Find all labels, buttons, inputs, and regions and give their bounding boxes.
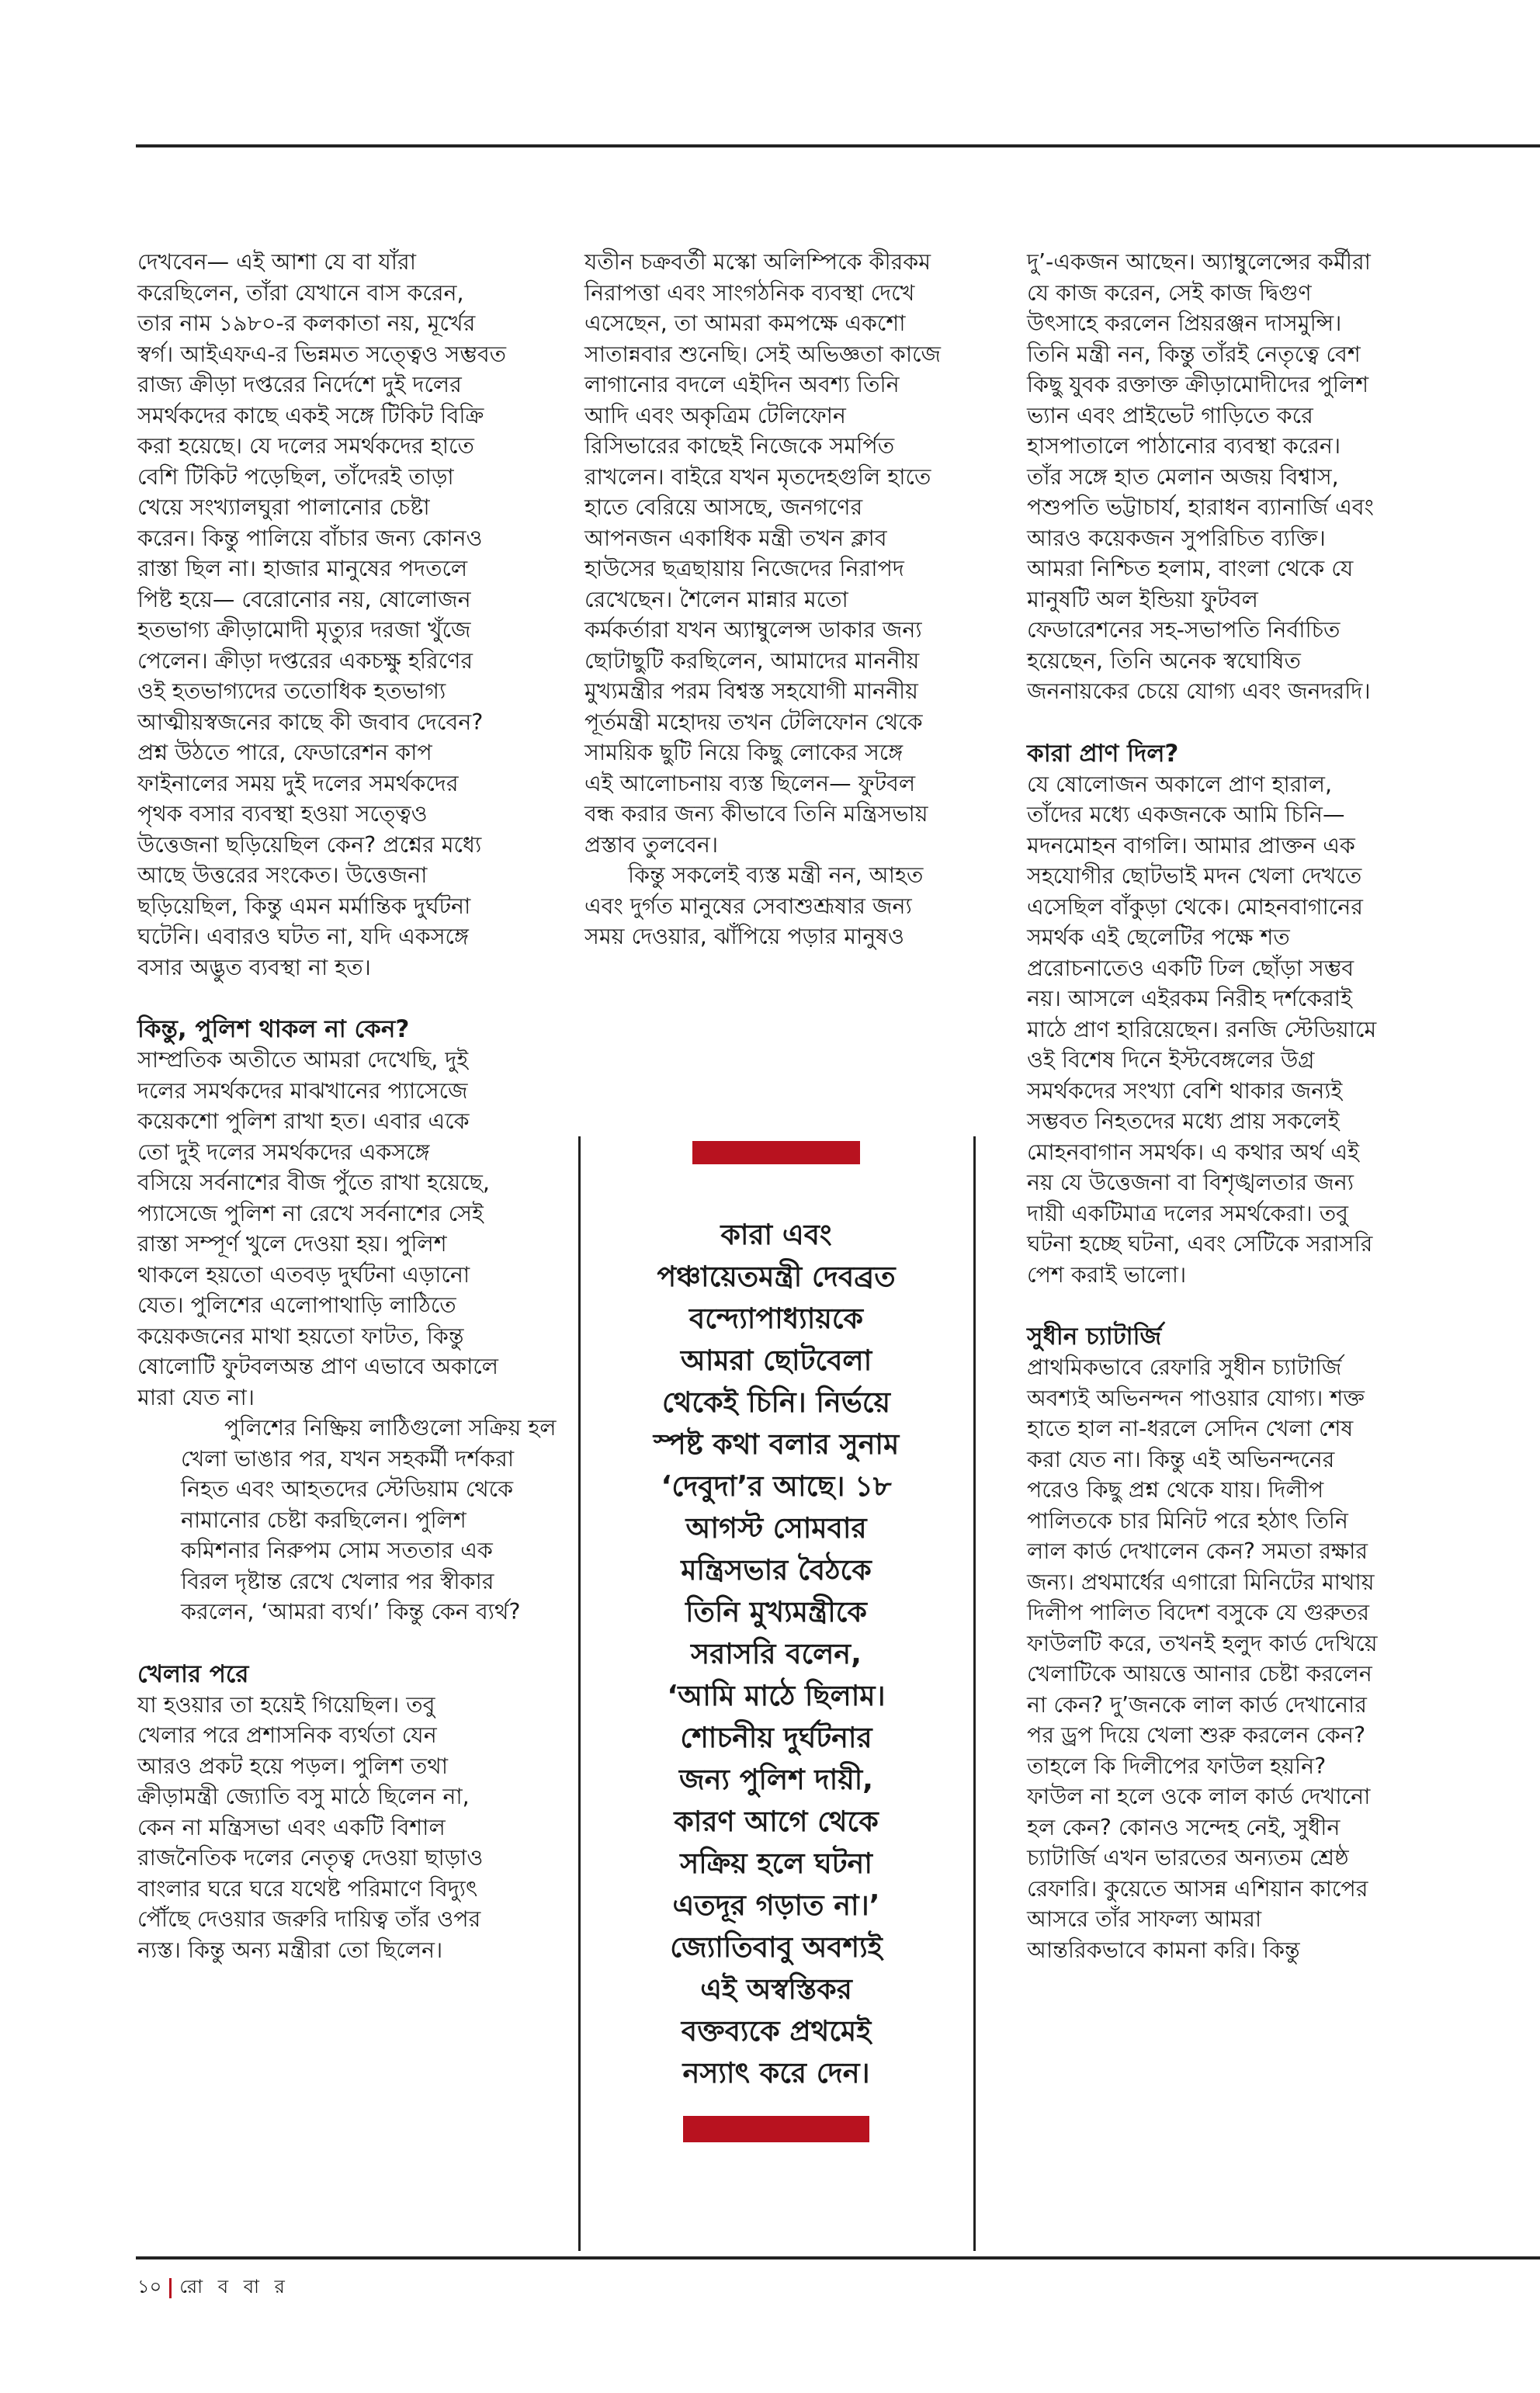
text-line: পশুপতি ভট্টাচার্য, হারাধন ব্যানার্জি এবং (1027, 494, 1374, 520)
text-line: এই আলোচনায় ব্যস্ত ছিলেন— ফুটবল (584, 770, 916, 796)
text-line: পৃথক বসার ব্যবস্থা হওয়া সত্ত্বেও (137, 801, 428, 827)
pull-quote-left-divider (578, 1136, 581, 2251)
page-number: ১০ (137, 2276, 162, 2298)
text-line: আপনজন একাধিক মন্ত্রী তখন ক্লাব (584, 525, 887, 551)
text-line: কিন্তু সকলেই ব্যস্ত মন্ত্রী নন, আহত (628, 862, 924, 888)
text-line: খেলার পরে প্রশাসনিক ব্যর্থতা যেন (137, 1722, 437, 1748)
text-line: প্রশ্ন উঠতে পারে, ফেডারেশন কাপ (137, 740, 432, 765)
paragraph (137, 1413, 560, 1628)
text-line: হল কেন? কোনও সন্দেহ নেই, সুধীন (1027, 1814, 1341, 1840)
text-line: পরেও কিছু প্রশ্ন থেকে যায়। দিলীপ (1027, 1477, 1324, 1503)
text-line: কিছু যুবক রক্তাক্ত ক্রীড়ামোদীদের পুলিশ (1027, 372, 1369, 397)
text-line: হাসপাতালে পাঠানোর ব্যবস্থা করেন। (1027, 433, 1341, 459)
text-line: পিষ্ট হয়ে— বেরোনোর নয়, ষোলোজন (137, 586, 471, 612)
text-line: বেশি টিকিট পড়েছিল, তাঁদেরই তাড়া (137, 463, 454, 490)
text-line: স্পষ্ট কথা বলার সুনাম (653, 1427, 900, 1461)
text-line: কর্মকর্তারা যখন অ্যাম্বুলেন্স ডাকার জন্য (584, 617, 922, 643)
text-line: এতদূর গড়াত না।’ (672, 1888, 880, 1922)
text-line: এই অস্বস্তিকর (700, 1972, 852, 2006)
text-line: আরও কয়েকজন সুপরিচিত ব্যক্তি। (1027, 525, 1326, 551)
text-line: সহযোগীর ছোটভাই মদন খেলা দেখতে (1027, 863, 1362, 889)
text-line: আত্মীয়স্বজনের কাছে কী জবাব দেবেন? (137, 709, 484, 735)
text-line: আরও প্রকট হয়ে পড়ল। পুলিশ তথা (137, 1753, 448, 1779)
text-line: বন্দ্যোপাধ্যায়কে (688, 1302, 864, 1335)
text-line: অবশ্যই অভিনন্দন পাওয়ার যোগ্য। শক্ত (1027, 1385, 1365, 1411)
subheading: কারা প্রাণ দিল? (1027, 739, 1179, 768)
text-line: নিরাপত্তা এবং সাংগঠনিক ব্যবস্থা দেখে (584, 279, 915, 306)
text-line: না কেন? দু’জনকে লাল কার্ড দেখানোর (1027, 1691, 1367, 1718)
text-line: দায়ী একটিমাত্র দলের সমর্থকেরা। তবু (1027, 1200, 1348, 1226)
text-line: বসার অদ্ভুত ব্যবস্থা না হত। (137, 954, 371, 980)
text-line: স্বর্গ। আইএফএ-র ভিন্নমত সত্ত্বেও সম্ভবত (137, 341, 507, 367)
text-line: দু’-একজন আছেন। অ্যাম্বুলেন্সের কর্মীরা (1027, 249, 1371, 275)
text-line: সমর্থকদের সংখ্যা বেশি থাকার জন্যই (1027, 1077, 1343, 1104)
paragraph (1027, 1352, 1423, 1965)
text-line: থেকেই চিনি। নির্ভয়ে (661, 1386, 891, 1419)
text-line: জ্যোতিবাবু অবশ্যই (670, 1930, 883, 1964)
text-line: যে কাজ করেন, সেই কাজ দ্বিগুণ (1027, 279, 1312, 306)
text-line: বন্ধ করার জন্য কীভাবে তিনি মন্ত্রিসভায় (584, 801, 928, 827)
text-line: ‘আমি মাঠে ছিলাম। (667, 1679, 886, 1712)
text-line: বক্তব্যকে প্রথমেই (681, 2014, 872, 2048)
text-line: রাজনৈতিক দলের নেতৃত্ব দেওয়া ছাড়াও (137, 1845, 484, 1871)
top-rule (136, 144, 1540, 147)
text-line: জননায়কের চেয়ে যোগ্য এবং জনদরদি। (1027, 678, 1371, 704)
text-line: ‘দেবুদা’র আছে। ১৮ (661, 1469, 892, 1503)
text-line: করেছিলেন, তাঁরা যেখানে বাস করেন, (137, 279, 464, 306)
text-line: দলের সমর্থকদের মাঝখানের প্যাসেজে (137, 1077, 468, 1104)
text-line: তো দুই দলের সমর্থকদের একসঙ্গে (137, 1139, 430, 1165)
text-line: সমর্থক এই ছেলেটির পক্ষে শত (1027, 924, 1290, 950)
paragraph (137, 247, 560, 983)
text-line: সমর্থকদের কাছে একই সঙ্গে টিকিট বিক্রি (137, 402, 484, 428)
paragraph (1027, 247, 1423, 707)
text-line: নিহত এবং আহতদের স্টেডিয়াম থেকে (181, 1476, 514, 1502)
text-line: তিনি মন্ত্রী নন, কিন্তু তাঁরই নেতৃত্বে বেশ (1027, 341, 1361, 367)
text-line: ঘটনা হচ্ছে ঘটনা, এবং সেটিকে সরাসরি (1027, 1231, 1373, 1257)
text-line: মদনমোহন বাগলি। আমার প্রাক্তন এক (1027, 832, 1355, 858)
text-line: খেলা ভাঙার পর, যখন সহকর্মী দর্শকরা (181, 1445, 515, 1472)
footer-separator (169, 2278, 172, 2298)
text-line: আগস্ট সোমবার (685, 1511, 867, 1545)
text-line: মাঠে প্রাণ হারিয়েছেন। রনজি স্টেডিয়ামে (1027, 1016, 1377, 1042)
text-line: মোহনবাগান সমর্থক। এ কথার অর্থ এই (1027, 1139, 1359, 1165)
text-line: মুখ্যমন্ত্রীর পরম বিশ্বস্ত সহযোগী মাননীয় (584, 678, 918, 704)
text-line: কারণ আগে থেকে (674, 1805, 879, 1838)
text-line: নামানোর চেষ্টা করছিলেন। পুলিশ (181, 1507, 467, 1533)
text-line: নয়। আসলে এইরকম নিরীহ দর্শকেরাই (1027, 986, 1352, 1011)
text-line: রেফারি। কুয়েতে আসন্ন এশিয়ান কাপের (1027, 1875, 1368, 1902)
text-line: ন্যস্ত। কিন্তু অন্য মন্ত্রীরা তো ছিলেন। (137, 1937, 443, 1963)
magazine-name: রো ব বা র (179, 2276, 290, 2298)
text-line: পৌঁছে দেওয়ার জরুরি দায়িত্ব তাঁর ওপর (137, 1906, 481, 1932)
text-line: কারা এবং (720, 1218, 832, 1251)
text-line: বিরল দৃষ্টান্ত রেখে খেলার পর স্বীকার (181, 1568, 494, 1594)
subheading: সুধীন চ্যাটার্জি (1027, 1323, 1162, 1351)
text-line: ষোলোটি ফুটবলঅন্ত প্রাণ এভাবে অকালে (137, 1354, 499, 1379)
text-line: ফেডারেশনের সহ-সভাপতি নির্বাচিত (1027, 617, 1341, 643)
text-line: আদি এবং অকৃত্রিম টেলিফোন (584, 402, 846, 428)
text-line: এসেছিল বাঁকুড়া থেকে। মোহনবাগানের (1027, 893, 1363, 920)
text-line: প্রাথমিকভাবে রেফারি সুধীন চ্যাটার্জি (1027, 1354, 1342, 1380)
text-line: ফাউলটি করে, তখনই হলুদ কার্ড দেখিয়ে (1027, 1630, 1378, 1656)
text-line: শোচনীয় দুর্ঘটনার (680, 1721, 872, 1754)
text-line: করলেন, ‘আমরা ব্যর্থ।’ কিন্তু কেন ব্যর্থ? (181, 1599, 521, 1625)
text-line: দেখবেন— এই আশা যে বা যাঁরা (137, 249, 416, 275)
text-line: লাগানোর বদলে এইদিন অবশ্য তিনি (584, 372, 900, 397)
text-line: জন্য। প্রথমার্ধের এগারো মিনিটের মাথায় (1027, 1569, 1375, 1595)
text-line: সময় দেওয়ার, ঝাঁপিয়ে পড়ার মানুষও (584, 924, 904, 949)
text-line: রাজ্য ক্রীড়া দপ্তরের নির্দেশে দুই দলের (137, 372, 462, 397)
text-line: জন্য পুলিশ দায়ী, (678, 1763, 874, 1796)
text-line: মানুষটি অল ইন্ডিয়া ফুটবল (1027, 586, 1258, 612)
text-line: পেলেন। ক্রীড়া দপ্তরের একচক্ষু হরিণের (137, 647, 473, 674)
text-line: হতভাগ্য ক্রীড়ামোদী মৃত্যুর দরজা খুঁজে (137, 617, 471, 643)
text-line: মন্ত্রিসভার বৈঠকে (681, 1553, 872, 1587)
text-line: প্যাসেজে পুলিশ না রেখে সর্বনাশের সেই (137, 1200, 484, 1226)
text-line: লাল কার্ড দেখালেন কেন? সমতা রক্ষার (1027, 1538, 1368, 1564)
text-line: যা হওয়ার তা হয়েই গিয়েছিল। তবু (137, 1691, 435, 1718)
text-line: খেয়ে সংখ্যালঘুরা পালানোর চেষ্টা (137, 494, 430, 520)
text-line: তাঁর সঙ্গে হাত মেলান অজয় বিশ্বাস, (1027, 463, 1339, 490)
text-line: কয়েকশো পুলিশ রাখা হত। এবার একে (137, 1108, 470, 1134)
page-footer (137, 2273, 290, 2304)
text-line: যেত। পুলিশের এলোপাথাড়ি লাঠিতে (137, 1292, 456, 1318)
text-line: পঞ্চায়েতমন্ত্রী দেবব্রত (657, 1260, 896, 1293)
text-line: আমরা ছোটবেলা (680, 1344, 872, 1377)
text-line: ফাইনালের সময় দুই দলের সমর্থকদের (137, 770, 459, 796)
text-line: পর ড্রপ দিয়ে খেলা শুরু করলেন কেন? (1027, 1722, 1366, 1748)
text-line: দিলীপ পালিত বিদেশ বসুকে যে গুরুতর (1027, 1600, 1370, 1625)
text-line: ওই বিশেষ দিনে ইস্টবেঙ্গলের উগ্র (1027, 1047, 1315, 1073)
text-line: প্ররোচনাতেও একটি ঢিল ছোঁড়া সম্ভব (1027, 955, 1354, 981)
text-line: হাউসের ছত্রছায়ায় নিজেদের নিরাপদ (584, 556, 904, 581)
text-line: রিসিভারের কাছেই নিজেকে সমর্পিত (584, 433, 895, 459)
text-line: যতীন চক্রবর্তী মস্কো অলিম্পিকে কীরকম (584, 249, 931, 275)
text-line: সাতান্নবার শুনেছি। সেই অভিজ্ঞতা কাজে (584, 341, 942, 367)
text-line: তার নাম ১৯৮০-র কলকাতা নয়, মূর্খের (137, 310, 476, 336)
bottom-rule (136, 2256, 1540, 2259)
text-line: রেখেছেন। শৈলেন মান্নার মতো (584, 586, 848, 612)
text-line: তাহলে কি দিলীপের ফাউল হয়নি? (1027, 1753, 1327, 1779)
article-column-1 (137, 247, 560, 1965)
text-line: আসরে তাঁর সাফল্য আমরা (1027, 1906, 1262, 1932)
text-line: বাংলার ঘরে ঘরে যথেষ্ট পরিমাণে বিদ্যুৎ (137, 1875, 478, 1902)
text-line: থাকলে হয়তো এতবড় দুর্ঘটনা এড়ানো (137, 1261, 470, 1288)
text-line: রাস্তা সম্পূর্ণ খুলে দেওয়া হয়। পুলিশ (137, 1231, 447, 1257)
subheading: খেলার পরে (137, 1659, 249, 1688)
text-line: ফাউল না হলে ওকে লাল কার্ড দেখানো (1027, 1784, 1371, 1809)
text-line: ভ্যান এবং প্রাইভেট গাড়িতে করে (1027, 402, 1313, 428)
text-line: ছোটাছুটি করছিলেন, আমাদের মাননীয় (584, 647, 920, 674)
paragraph (137, 1045, 560, 1413)
paragraph (584, 860, 973, 952)
text-line: এসেছেন, তা আমরা কমপক্ষে একশো (584, 310, 906, 336)
text-line: প্রস্তাব তুলবেন। (584, 831, 719, 858)
text-line: করা যেত না। কিন্তু এই অভিনন্দনের (1027, 1446, 1335, 1472)
pull-quote (590, 1135, 962, 2142)
text-line: চ্যাটার্জি এখন ভারতের অন্যতম শ্রেষ্ঠ (1027, 1845, 1349, 1871)
text-line: আমরা নিশ্চিত হলাম, বাংলা থেকে যে (1027, 556, 1354, 581)
text-line: সরাসরি বলেন, (691, 1637, 862, 1670)
text-line: তিনি মুখ্যমন্ত্রীকে (685, 1595, 867, 1628)
paragraph (584, 247, 973, 860)
text-line: আন্তরিকভাবে কামনা করি। কিন্তু (1027, 1937, 1300, 1963)
pull-quote-top-accent-bar (692, 1141, 860, 1164)
text-line: কয়েকজনের মাথা হয়তো ফাটত, কিন্তু (137, 1323, 464, 1349)
pull-quote-right-divider (973, 1136, 976, 2251)
text-line: করেন। কিন্তু পালিয়ে বাঁচার জন্য কোনও (137, 525, 483, 551)
text-line: খেলাটিকে আয়ত্তে আনার চেষ্টা করলেন (1027, 1661, 1372, 1687)
text-line: রাস্তা ছিল না। হাজার মানুষের পদতলে (137, 556, 468, 581)
text-line: উত্তেজনা ছড়িয়েছিল কেন? প্রশ্নের মধ্যে (137, 831, 482, 858)
text-line: যে ষোলোজন অকালে প্রাণ হারাল, (1027, 771, 1333, 797)
text-line: হাতে হাল না-ধরলে সেদিন খেলা শেষ (1027, 1416, 1354, 1441)
text-line: তাঁদের মধ্যে একজনকে আমি চিনি— (1027, 802, 1345, 827)
text-line: ওই হতভাগ্যদের ততোধিক হতভাগ্য (137, 678, 446, 704)
text-line: পালিতকে চার মিনিট পরে হঠাৎ তিনি (1027, 1507, 1348, 1534)
text-line: পুলিশের নিষ্ক্রিয় লাঠিগুলো সক্রিয় হল (224, 1415, 557, 1441)
text-line: পেশ করাই ভালো। (1027, 1261, 1187, 1288)
text-line: সাময়িক ছুটি নিয়ে কিছু লোকের সঙ্গে (584, 740, 904, 765)
text-line: মারা যেত না। (137, 1384, 255, 1410)
text-line: হাতে বেরিয়ে আসছে, জনগণের (584, 494, 863, 520)
text-line: আছে উত্তরের সংকেত। উত্তেজনা (137, 862, 428, 888)
text-line: রাখলেন। বাইরে যখন মৃতদেহগুলি হাতে (584, 463, 931, 490)
text-line: কমিশনার নিরুপম সোম সততার এক (181, 1538, 493, 1563)
text-line: এবং দুর্গত মানুষের সেবাশুশ্রূষার জন্য (584, 893, 912, 919)
text-line: কেন না মন্ত্রিসভা এবং একটি বিশাল (137, 1814, 446, 1840)
text-line: উৎসাহে করলেন প্রিয়রঞ্জন দাসমুন্সি। (1027, 310, 1342, 336)
text-line: সাম্প্রতিক অতীতে আমরা দেখেছি, দুই (137, 1047, 469, 1073)
paragraph (1027, 769, 1423, 1291)
text-line: ক্রীড়ামন্ত্রী জ্যোতি বসু মাঠে ছিলেন না, (137, 1784, 470, 1809)
text-line: হয়েছেন, তিনি অনেক স্বঘোষিত (1027, 647, 1301, 674)
article-column-2 (584, 247, 973, 952)
subheading: কিন্তু, পুলিশ থাকল না কেন? (137, 1015, 410, 1043)
text-line: ঘটেনি। এবারও ঘটত না, যদি একসঙ্গে (137, 924, 469, 949)
article-column-3 (1027, 247, 1423, 1965)
text-line: ছড়িয়েছিল, কিন্তু এমন মর্মান্তিক দুর্ঘটনা (137, 893, 471, 919)
text-line: বসিয়ে সর্বনাশের বীজ পুঁতে রাখা হয়েছে, (137, 1170, 490, 1195)
text-line: সক্রিয় হলে ঘটনা (680, 1847, 872, 1880)
text-line: নয় যে উত্তেজনা বা বিশৃঙ্খলতার জন্য (1027, 1170, 1354, 1195)
text-line: পূর্তমন্ত্রী মহোদয় তখন টেলিফোন থেকে (584, 709, 923, 735)
text-line: সম্ভবত নিহতদের মধ্যে প্রায় সকলেই (1027, 1108, 1340, 1134)
pull-quote-text (590, 1214, 962, 2094)
pull-quote-bottom-accent-bar (683, 2116, 869, 2142)
paragraph (137, 1690, 560, 1966)
text-line: নস্যাৎ করে দেন। (682, 2056, 870, 2090)
text-line: করা হয়েছে। যে দলের সমর্থকদের হাতে (137, 433, 474, 459)
